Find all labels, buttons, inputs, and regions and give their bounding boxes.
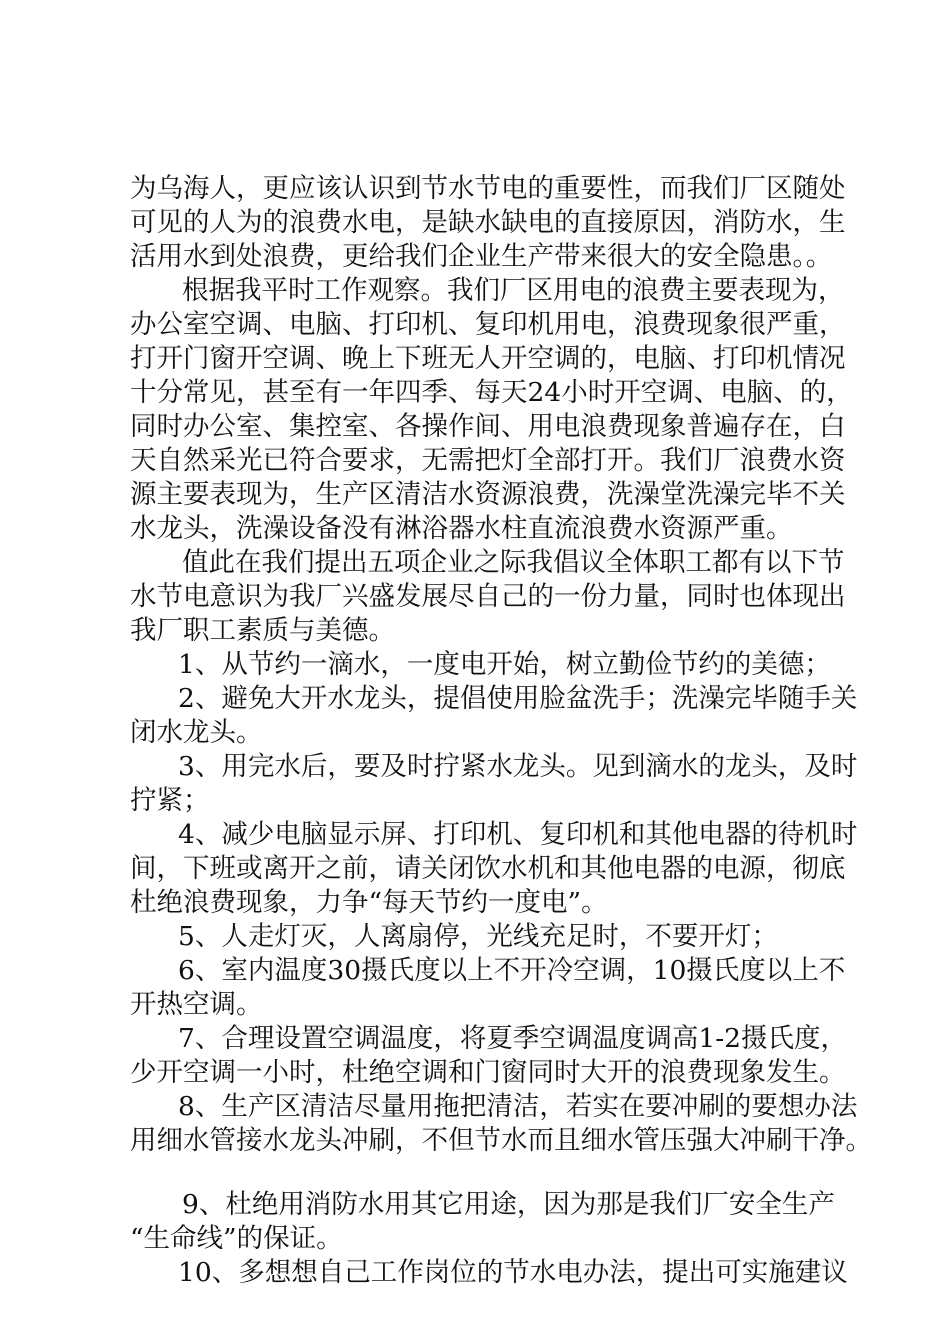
text-line: 7、合理设置空调温度，将夏季空调温度调高1-2摄氏度， — [178, 1023, 848, 1054]
text-line: 6、室内温度30摄氏度以上不开冷空调，10摄氏度以上不 — [178, 955, 846, 986]
text-line: 2、避免大开水龙头，提倡使用脸盆洗手；洗澡完毕随手关 — [178, 683, 858, 714]
text-line: 活用水到处浪费，更给我们企业生产带来很大的安全隐患。。 — [130, 241, 833, 272]
text-line: 我厂职工素质与美德。 — [130, 615, 395, 646]
text-line: 天自然采光已符合要求，无需把灯全部打开。我们厂浪费水资 — [130, 445, 846, 476]
text-line: 十分常见，甚至有一年四季、每天24小时开空调、电脑、的， — [130, 377, 853, 408]
text-line: 根据我平时工作观察。我们厂区用电的浪费主要表现为， — [182, 275, 845, 306]
text-line: 可见的人为的浪费水电，是缺水缺电的直接原因，消防水，生 — [130, 207, 846, 238]
text-line: 少开空调一小时，杜绝空调和门窗同时大开的浪费现象发生。 — [130, 1057, 846, 1088]
text-line: 打开门窗开空调、晚上下班无人开空调的，电脑、打印机情况 — [130, 343, 846, 374]
text-line: 源主要表现为，生产区清洁水资源浪费，洗澡堂洗澡完毕不关 — [130, 479, 846, 510]
text-line: 水龙头，洗澡设备没有淋浴器水柱直流浪费水资源严重。 — [130, 513, 793, 544]
text-line: 8、生产区清洁尽量用拖把清洁，若实在要冲刷的要想办法 — [178, 1091, 858, 1122]
text-line: 10、多想想自己工作岗位的节水电办法，提出可实施建议 — [178, 1257, 848, 1288]
text-line: 为乌海人，更应该认识到节水节电的重要性，而我们厂区随处 — [130, 173, 846, 204]
text-line: 5、人走灯灭，人离扇停，光线充足时，不要开灯； — [178, 921, 778, 952]
text-line: 3、用完水后，要及时拧紧水龙头。见到滴水的龙头，及时 — [178, 751, 858, 782]
text-line: 值此在我们提出五项企业之际我倡议全体职工都有以下节 — [182, 547, 845, 578]
text-line: “生命线”的保证。 — [130, 1223, 343, 1254]
text-line: 同时办公室、集控室、各操作间、用电浪费现象普遍存在，白 — [130, 411, 846, 442]
text-line: 1、从节约一滴水，一度电开始，树立勤俭节约的美德； — [178, 649, 831, 680]
text-line: 杜绝浪费现象，力争“每天节约一度电”。 — [130, 887, 608, 918]
text-line: 开热空调。 — [130, 989, 263, 1020]
text-line: 办公室空调、电脑、打印机、复印机用电，浪费现象很严重， — [130, 309, 846, 340]
text-line: 闭水龙头。 — [130, 717, 263, 748]
text-line: 用细水管接水龙头冲刷，不但节水而且细水管压强大冲刷干净。 — [130, 1125, 872, 1156]
text-line: 9、杜绝用消防水用其它用途，因为那是我们厂安全生产 — [182, 1189, 835, 1220]
text-line: 4、减少电脑显示屏、打印机、复印机和其他电器的待机时 — [178, 819, 858, 850]
text-line: 间，下班或离开之前，请关闭饮水机和其他电器的电源，彻底 — [130, 853, 846, 884]
text-line: 拧紧； — [130, 785, 210, 816]
text-line: 水节电意识为我厂兴盛发展尽自己的一份力量，同时也体现出 — [130, 581, 846, 612]
